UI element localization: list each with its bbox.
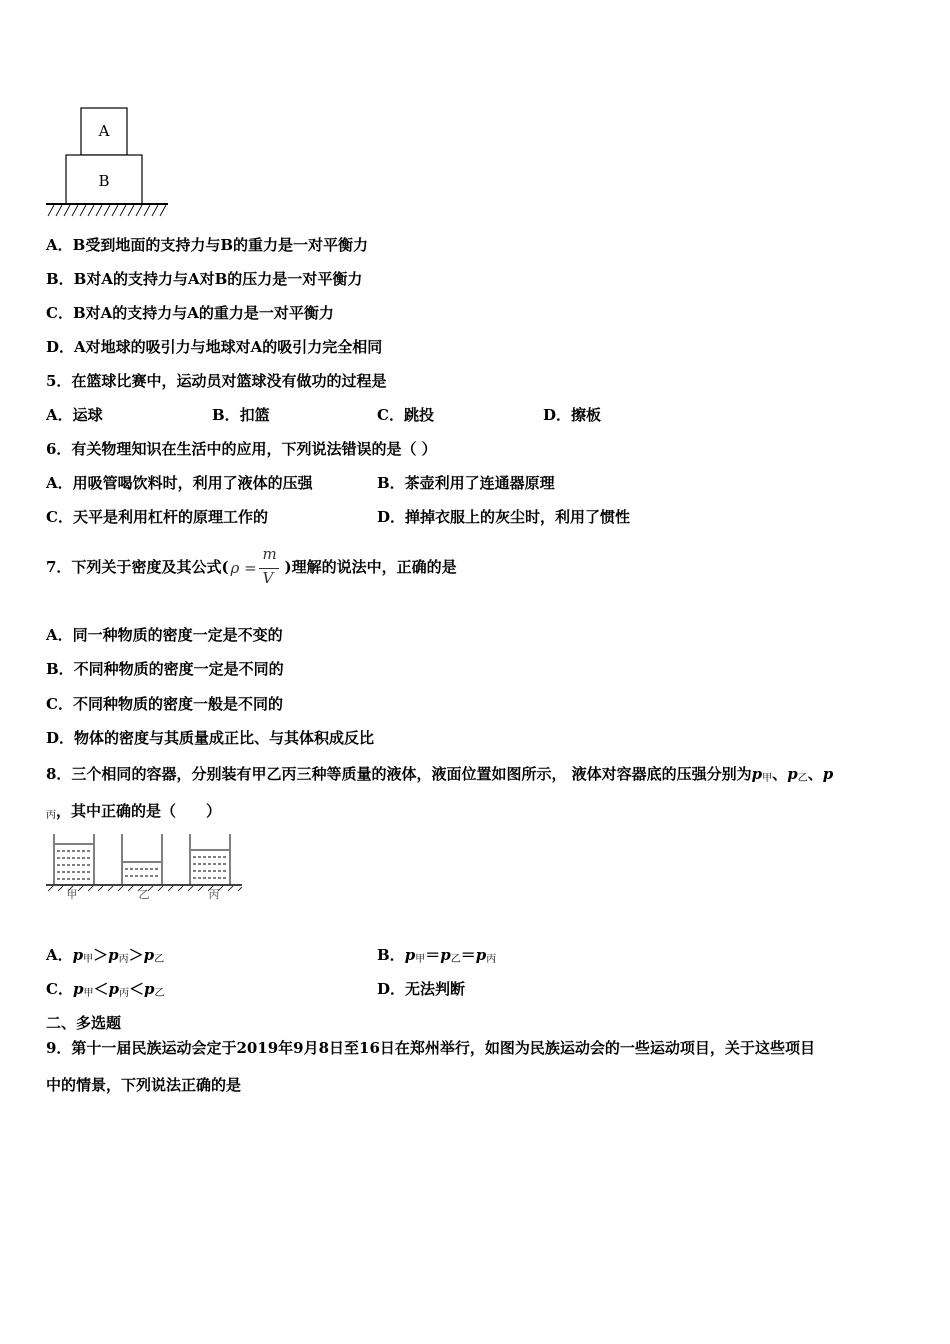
q8-stem-line2: $_丙$，其中正确的是（ ）	[46, 802, 222, 821]
q8-option-d: D．无法判断	[377, 980, 466, 998]
q7-stem-before: 7．下列关于密度及其公式(	[46, 558, 229, 576]
q8-option-c: C．$p_甲<p_丙<p_乙$	[46, 980, 165, 999]
q4-option-c: C．B对A的支持力与A的重力是一对平衡力	[46, 304, 334, 322]
q5-option-b: B．扣篮	[212, 406, 270, 424]
blocks-figure	[44, 104, 170, 220]
q4-option-b: B．B对A的支持力与A对B的压力是一对平衡力	[46, 270, 363, 288]
q5-option-d: D．擦板	[543, 406, 602, 424]
q6-option-d: D．掸掉衣服上的灰尘时，利用了惯性	[377, 508, 631, 526]
q4-option-a: A．B受到地面的支持力与B的重力是一对平衡力	[46, 236, 368, 254]
q9-stem-line1: 9．第十一届民族运动会定于2019年9月8日至16日在郑州举行，如图为民族运动会的一些运动项目，关于这些项目	[46, 1039, 815, 1057]
q6-option-a: A．用吸管喝饮料时，利用了液体的压强	[46, 474, 313, 492]
q6-option-b: B．茶壶利用了连通器原理	[377, 474, 555, 492]
container-label-jia: 甲	[66, 888, 78, 901]
block-a-label: A	[98, 122, 110, 140]
q7-option-c: C．不同种物质的密度一般是不同的	[46, 695, 283, 713]
q8-option-b: B．$p_甲=p_乙=p_丙$	[377, 946, 497, 965]
container-label-bing: 丙	[208, 888, 220, 901]
containers-figure	[44, 830, 244, 902]
q5-stem: 5．在篮球比赛中，运动员对篮球没有做功的过程是	[46, 372, 387, 390]
container-label-yi: 乙	[138, 888, 150, 901]
formula-denominator: V	[262, 569, 274, 587]
q6-option-c: C．天平是利用杠杆的原理工作的	[46, 508, 268, 526]
formula-rho: ρ =	[230, 559, 257, 577]
q7-stem	[46, 545, 457, 590]
q7-stem-after: )理解的说法中，正确的是	[284, 558, 457, 576]
q8-stem-line1: 8．三个相同的容器，分别装有甲乙丙三种等质量的液体，液面位置如图所示， 液体对容器底的压强分别为$p_甲$、$p_乙$、p	[46, 765, 834, 784]
q8-option-a: A．$p_甲>p_丙>p_乙$	[46, 946, 165, 965]
section-heading-multi-choice: 二、多选题	[46, 1014, 122, 1032]
q9-stem-line2: 中的情景，下列说法正确的是	[46, 1076, 242, 1094]
formula-numerator: m	[262, 545, 277, 563]
q5-option-c: C．跳投	[377, 406, 434, 424]
density-formula	[229, 546, 285, 590]
q5-option-a: A．运球	[46, 406, 103, 424]
q7-option-b: B．不同种物质的密度一定是不同的	[46, 660, 284, 678]
q6-stem: 6．有关物理知识在生活中的应用，下列说法错误的是（ ）	[46, 440, 437, 458]
q4-option-d: D．A对地球的吸引力与地球对A的吸引力完全相同	[46, 338, 383, 356]
q7-option-d: D．物体的密度与其质量成正比、与其体积成反比	[46, 729, 375, 747]
block-b-label: B	[98, 172, 110, 190]
q7-option-a: A．同一种物质的密度一定是不变的	[46, 626, 283, 644]
